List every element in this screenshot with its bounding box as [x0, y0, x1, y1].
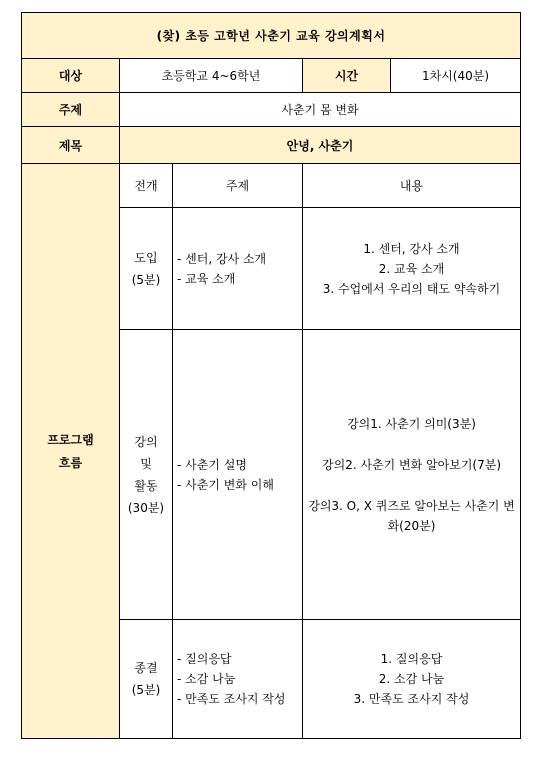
program-flow-label [22, 164, 120, 739]
topic-value: 사춘기 몸 변화 [120, 93, 521, 127]
intro-topic-item: - 교육 소개 [177, 271, 236, 286]
lecture-topic-cell [173, 330, 303, 620]
intro-stage-name: 도입 [134, 250, 158, 265]
intro-content-item: 3. 수업에서 우리의 태도 약속하기 [322, 281, 501, 296]
intro-topic-cell [173, 208, 303, 330]
intro-stage-cell [120, 208, 173, 330]
intro-topic-item: - 센터, 강사 소개 [177, 251, 267, 266]
lecture-stage-line: 강의 [134, 434, 158, 449]
time-value: 1차시(40분) [391, 59, 521, 93]
subject-label: 제목 [22, 127, 120, 164]
lecture-stage-cell [120, 330, 173, 620]
lecture-topic-item: - 사춘기 설명 [177, 457, 247, 472]
lecture-content-cell [303, 330, 521, 620]
closing-topic-item: - 소감 나눔 [177, 672, 236, 686]
lecture-stage-line: 및 [140, 456, 152, 471]
lecture-content-item: 강의1. 사춘기 의미(3분) [347, 416, 476, 431]
intro-stage-time: (5분) [131, 272, 161, 287]
column-header-topic: 주제 [173, 164, 303, 208]
closing-stage-cell [120, 620, 173, 739]
document-title: (찾) 초등 고학년 사춘기 교육 강의계획서 [22, 13, 521, 59]
column-header-stage: 전개 [120, 164, 173, 208]
intro-content-item: 1. 센터, 강사 소개 [363, 241, 460, 256]
closing-content-item: 3. 만족도 조사지 작성 [353, 692, 470, 706]
topic-label: 주제 [22, 93, 120, 127]
program-label-line-2: 흐름 [58, 456, 83, 470]
closing-content-item: 1. 질의응답 [380, 652, 443, 666]
subject-value: 안녕, 사춘기 [120, 127, 521, 164]
lecture-stage-time: (30분) [127, 500, 165, 515]
closing-topic-item: - 질의응답 [177, 652, 232, 666]
lecture-topic-item: - 사춘기 변화 이해 [177, 477, 274, 492]
lecture-stage-line: 활동 [134, 478, 158, 493]
target-value: 초등학교 4~6학년 [120, 59, 303, 93]
lecture-content-item: 강의2. 사춘기 변화 알아보기(7분) [322, 457, 501, 472]
closing-topic-cell [173, 620, 303, 739]
time-label: 시간 [303, 59, 391, 93]
intro-content-cell [303, 208, 521, 330]
closing-content-item: 2. 소감 나눔 [378, 672, 445, 686]
closing-stage-name: 종결 [134, 661, 158, 675]
intro-content-item: 2. 교육 소개 [378, 261, 445, 276]
closing-content-cell [303, 620, 521, 739]
program-label-line-1: 프로그램 [47, 433, 94, 447]
lecture-content-item: 강의3. O, X 퀴즈로 알아보는 사춘기 변화(20분) [308, 498, 515, 533]
column-header-content: 내용 [303, 164, 521, 208]
closing-topic-item: - 만족도 조사지 작성 [177, 692, 286, 706]
target-label: 대상 [22, 59, 120, 93]
lecture-plan-table [21, 12, 521, 739]
closing-stage-time: (5분) [131, 683, 161, 697]
